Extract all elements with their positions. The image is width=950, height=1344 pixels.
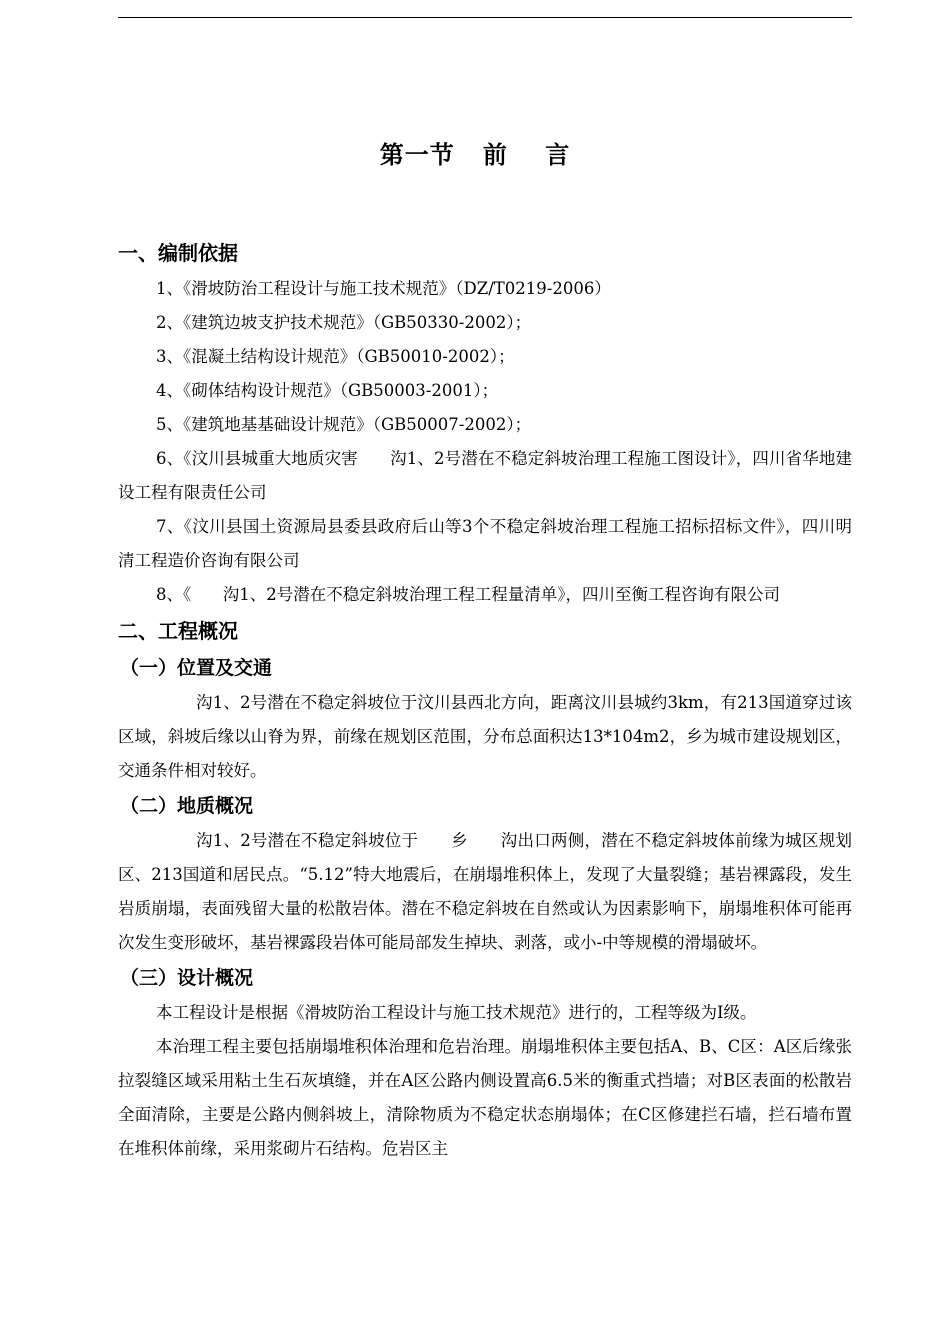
basis-item-5: 5、《建筑地基基础设计规范》（GB50007-2002）； (156, 415, 532, 434)
basis-item-2: 2、《建筑边坡支护技术规范》（GB50330-2002）； (156, 313, 532, 332)
subsection-heading-design: （三）设计概况 (120, 967, 254, 989)
basis-item-6: 6、《汶川县城重大地质灾害 沟1、2号潜在不稳定斜坡治理工程施工图设计》，四川省华地建设工程有限责任公司 (118, 449, 852, 502)
design-paragraph-1: 本工程设计是根据《滑坡防治工程设计与施工技术规范》进行的，工程等级为Ⅰ级。 (156, 1003, 757, 1022)
basis-item-7: 7、《汶川县国土资源局县委县政府后山等3个不稳定斜坡治理工程施工招标招标文件》，四川明清工程造价咨询有限公司 (118, 517, 852, 570)
basis-item-8: 8、《 沟1、2号潜在不稳定斜坡治理工程工程量清单》，四川至衡工程咨询有限公司 (156, 585, 780, 604)
basis-item-3: 3、《混凝土结构设计规范》（GB50010-2002）； (156, 347, 515, 366)
section-heading-overview: 二、工程概况 (118, 619, 238, 643)
design-paragraph-2: 本治理工程主要包括崩塌堆积体治理和危岩治理。崩塌堆积体主要包括A、B、C区：A区后缘张拉裂缝区域采用粘土生石灰填缝，并在A区公路内侧设置高6.5米的衡重式挡墙；对B区表面的松散岩全面清除，主要是公路内侧斜坡上，清除物质为不稳定状态崩塌体；在C区修建拦石墙，拦石墙布置在堆积体前缘，采用浆砌片石结构。危岩区主 (118, 1037, 852, 1158)
section-heading-basis: 一、编制依据 (118, 241, 238, 265)
basis-item-4: 4、《砌体结构设计规范》（GB50003-2001）； (156, 381, 499, 400)
subsection-heading-geology: （二）地质概况 (120, 795, 254, 817)
header-rule (118, 17, 852, 18)
page-title: 第一节 前 言 (379, 141, 571, 169)
geology-paragraph: 沟1、2号潜在不稳定斜坡位于 乡 沟出口两侧，潜在不稳定斜坡体前缘为城区规划区、213国道和居民点。“5.12”特大地震后，在崩塌堆积体上，发现了大量裂缝；基岩裸露段，发生岩质崩塌，表面残留大量的松散岩体。潜在不稳定斜坡在自然或认为因素影响下，崩塌堆积体可能再次发生变形破坏，基岩裸露段岩体可能局部发生掉块、剥落，或小-中等规模的滑塌破坏。 (118, 831, 852, 952)
subsection-heading-location: （一）位置及交通 (120, 657, 273, 679)
document-body (118, 234, 852, 1166)
basis-item-1: 1、《滑坡防治工程设计与施工技术规范》（DZ/T0219-2006） (156, 279, 611, 298)
location-paragraph: 沟1、2号潜在不稳定斜坡位于汶川县西北方向，距离汶川县城约3km，有213国道穿过该区域，斜坡后缘以山脊为界，前缘在规划区范围，分布总面积达13*104m2，乡为城市建设规划区，交通条件相对较好。 (118, 693, 852, 780)
